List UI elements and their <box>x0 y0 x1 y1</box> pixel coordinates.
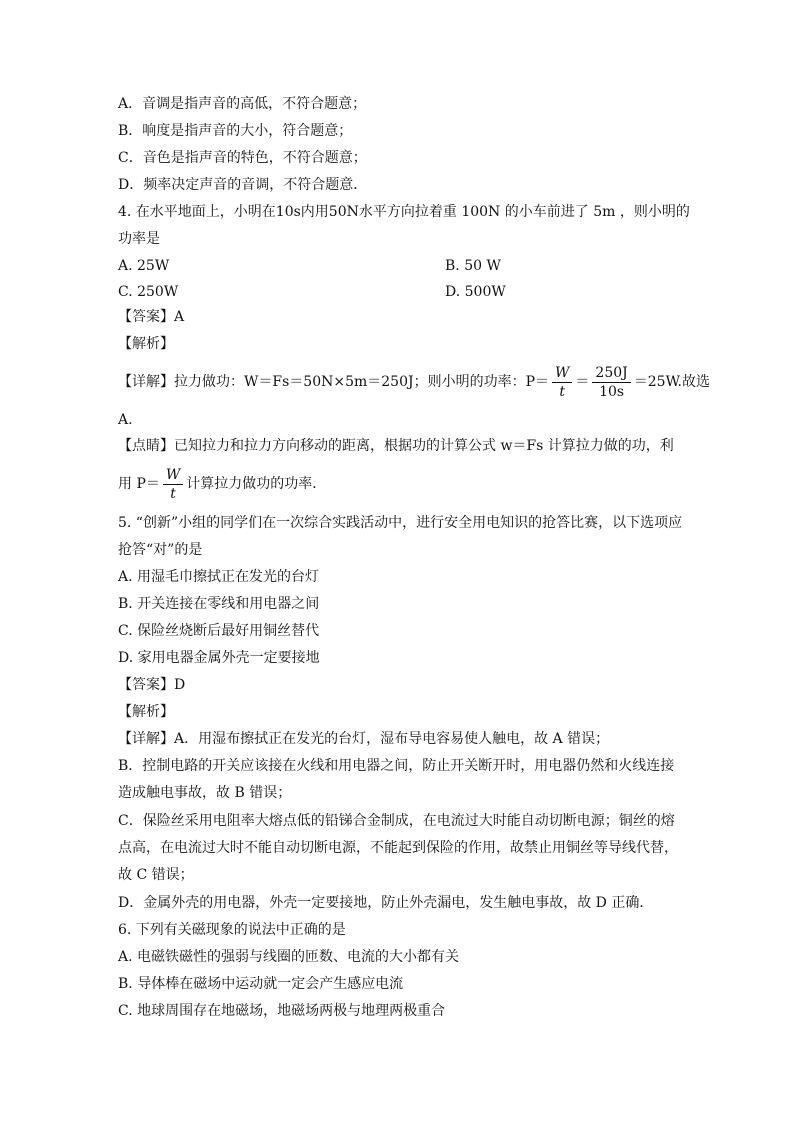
q4-detail-line1 <box>118 362 710 402</box>
q5-analysis-label: 【解析】 <box>118 704 174 720</box>
q4-detail-prefix: 【详解】拉力做功：W＝Fs＝50N×5m＝250J；则小明的功率：P＝ <box>118 374 550 390</box>
q5-option-b: B. 开关连接在零线和用电器之间 <box>118 596 320 612</box>
q5-option-c: C. 保险丝烧断后最好用铜丝替代 <box>118 623 320 639</box>
q4-comment-line2 <box>118 464 326 504</box>
q5-answer: 【答案】D <box>118 677 186 693</box>
q4-stem-line1: 4. 在水平地面上，小明在10s内用50N水平方向拉着重 100N 的小车前进了 5m ，则小明的 <box>118 204 690 220</box>
q5-detail-4: C．保险丝采用电阻率大熔点低的铅锑合金制成，在电流过大时能自动切断电源；铜丝的熔 <box>118 813 675 829</box>
fraction-250j-over-10s <box>592 364 630 401</box>
fraction-w-over-t <box>552 364 572 401</box>
q6-option-b: B. 导体棒在磁场中运动就一定会产生感应电流 <box>118 976 404 992</box>
q4-option-b: B. 50 W <box>445 258 501 274</box>
q4-stem-line2: 功率是 <box>118 231 160 247</box>
q4-option-c: C. 250W <box>118 284 179 300</box>
q6-option-a: A. 电磁铁磁性的强弱与线圈的匝数、电流的大小都有关 <box>118 949 460 965</box>
q4-comment-prefix: 用 P＝ <box>118 476 160 492</box>
fraction-denominator: 10s <box>599 383 625 400</box>
q3-analysis-a: A．音调是指声音的高低，不符合题意； <box>118 96 367 112</box>
q4-option-a: A. 25W <box>118 258 170 274</box>
equals-sign: ＝ <box>575 374 590 390</box>
q5-stem-line2: 抢答“对”的是 <box>118 542 203 558</box>
q5-detail-7: D．金属外壳的用电器，外壳一定要接地，防止外壳漏电，发生触电事故，故 D 正确． <box>118 895 654 911</box>
q4-comment-suffix: 计算拉力做功的功率． <box>186 476 327 492</box>
q6-option-c: C. 地球周围存在地磁场，地磁场两极与地理两极重合 <box>118 1003 446 1019</box>
fraction-w-over-t <box>163 466 183 503</box>
q3-analysis-b: B．响度是指声音的大小，符合题意； <box>118 123 353 139</box>
q3-analysis-c: C．音色是指声音的特色，不符合题意； <box>118 150 367 166</box>
q3-analysis-d: D．频率决定声音的音调，不符合题意． <box>118 177 368 193</box>
fraction-denominator: t <box>170 485 176 502</box>
q5-option-a: A. 用湿毛巾擦拭正在发光的台灯 <box>118 569 320 585</box>
q4-option-d: D. 500W <box>445 284 506 300</box>
fraction-numerator: W <box>552 364 572 383</box>
q5-detail-1: 【详解】A．用湿布擦拭正在发光的台灯，湿布导电容易使人触电，故 A 错误； <box>118 731 610 747</box>
q4-detail-suffix: ＝25W.故选 <box>633 374 710 390</box>
q4-answer: 【答案】A <box>118 309 185 325</box>
fraction-numerator: 250J <box>592 364 630 383</box>
q4-analysis-label: 【解析】 <box>118 336 174 352</box>
q4-detail-line2: A. <box>118 412 133 428</box>
fraction-numerator: W <box>163 466 183 485</box>
q5-detail-5: 点高，在电流过大时不能自动切断电源，不能起到保险的作用，故禁止用铜丝等导线代替， <box>118 840 678 856</box>
q6-stem: 6. 下列有关磁现象的说法中正确的是 <box>118 922 346 938</box>
q5-detail-6: 故 C 错误； <box>118 867 194 883</box>
q5-stem-line1: 5. “创新”小组的同学们在一次综合实践活动中，进行安全用电知识的抢答比赛，以下选项应 <box>118 515 683 531</box>
q4-comment-line1: 【点睛】已知拉力和拉力方向移动的距离，根据功的计算公式 w＝Fs 计算拉力做的功，利 <box>118 438 674 454</box>
q5-detail-3: 造成触电事故，故 B 错误； <box>118 785 292 801</box>
fraction-denominator: t <box>559 383 566 400</box>
q5-detail-2: B．控制电路的开关应该接在火线和用电器之间，防止开关断开时，用电器仍然和火线连接 <box>118 758 675 774</box>
q5-option-d: D. 家用电器金属外壳一定要接地 <box>118 650 320 666</box>
